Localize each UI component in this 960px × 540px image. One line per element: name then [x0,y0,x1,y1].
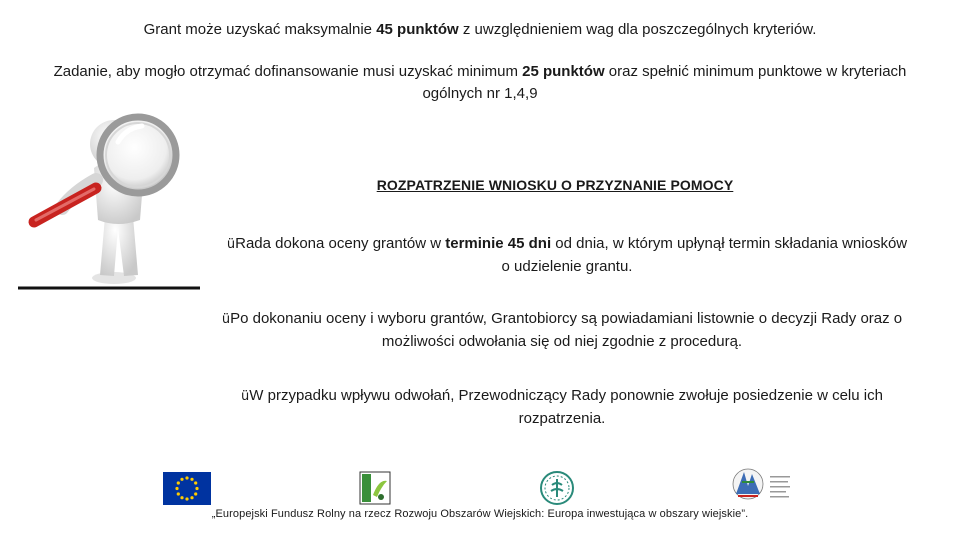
prow-logo [540,471,574,505]
magnifier-figure-illustration [14,110,204,295]
bullet-notification [197,308,927,353]
check-icon: ü [241,389,250,404]
text-fragment: Grant może uzyskać maksymalnie [143,21,377,38]
check-icon: ü [221,312,231,327]
leader-logo [359,471,391,505]
text-fragment: oraz spełnić minimum punktowe w kryteriach ogólnych nr 1,4,9 [422,63,907,102]
min-points-requirement-text [40,61,920,105]
text-fragment: z uwzględnieniem wag dla poszczególnych kryteriów. [458,21,817,38]
bullet-text: Po dokonaniu oceny i wyboru grantów, Grantobiorcy są powiadamiani listownie o decyzji Rady oraz o możliwości odwołania się od niej zgodnie z procedurą. [230,310,903,350]
bullet-text: od dnia, w którym upłynął termin składania wniosków o udzielenie grantu. [501,235,908,275]
max-points-highlight: 45 punktów [376,21,459,38]
bullet-text: Rada dokona oceny grantów w [235,235,446,252]
leader-bar [362,474,371,502]
eu-flag-logo [163,472,211,505]
bullet-text: W przypadku wpływu odwołań, Przewodniczący Rady ponownie zwołuje posiedzenie w celu ich rozpatrzenia. [249,387,883,427]
deadline-highlight: terminie 45 dni [445,235,552,252]
section-heading: ROZPATRZENIE WNIOSKU O PRZYZNANIE POMOCY [376,177,734,193]
logo-strip [0,462,960,512]
bullet-appeals [197,385,927,430]
text-fragment: Zadanie, aby mogło otrzymać dofinansowanie musi uzyskać minimum [53,63,523,80]
footer-eafrd-slogan: „Europejski Fundusz Rolny na rzecz Rozwoju Obszarów Wiejskich: Europa inwestująca w obszary wiejskie”. [211,508,749,520]
check-icon: ü [226,237,236,252]
bullet-review-deadline [222,233,912,278]
lgd-logo [730,464,796,506]
min-points-highlight: 25 punktów [522,63,605,80]
grant-max-points-text [40,19,920,41]
